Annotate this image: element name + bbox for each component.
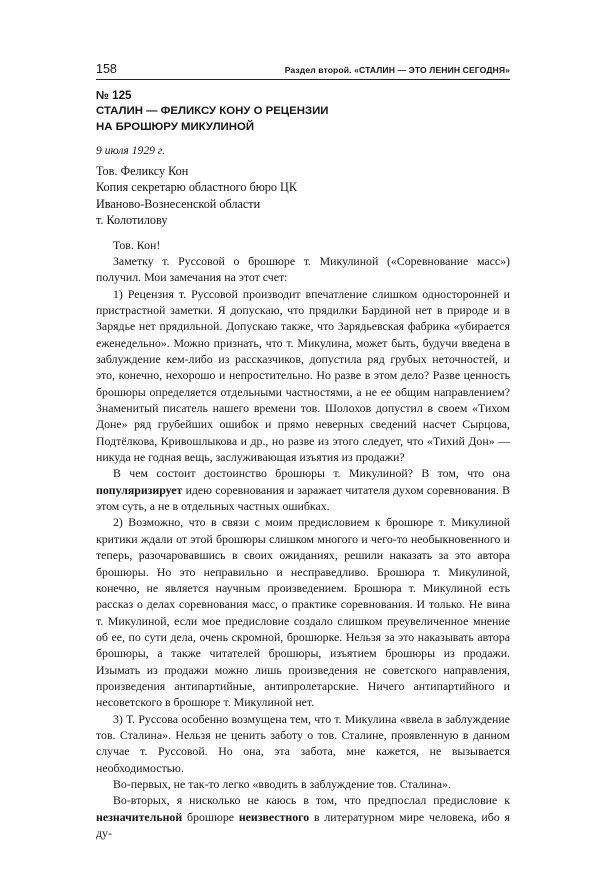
paragraph-text: Во-вторых, я нисколько не каюсь в том, что предпослал предисловие к [113,793,510,808]
paragraph-bold-text: популяризирует [96,482,183,497]
paragraph-bold-text: незначительной [96,809,183,824]
paragraph: 2) Возможно, что в связи с моим предисловием к брошюре т. Микулиной критики ждали от этой брошюры слишком многого и чего-то необыкновенного и теперь, разочаровавшись в своих ожиданиях, решили наказать за это автора брошюры. Но это неправильно и несправедливо. Брошюра т. Микулиной, конечно, не является научным произведением. Брошюра т. Микулиной есть рассказ о делах соревнования масс, о практике соревнования. И только. Не вина т. Микулиной, если мое предисловие создало слишком преувеличенное мнение об ее, по сути дела, очень скромной, брошюрке. Нельзя за это наказывать автора брошюры, а также читателей брошюры, изъятием брошюры из продажи. Изымать из продажи можно лишь произведения не советского направления, произведения антипартийные, антипролетарские. Ничего антипартийного и несоветского в брошюре т. Микулиной нет. [96,515,510,710]
section-title: Раздел второй. «СТАЛИН — ЭТО ЛЕНИН СЕГОДНЯ» [284,65,510,75]
paragraph-bold-text: неизвестного [238,809,310,824]
running-head [96,62,510,80]
paragraph [96,465,510,514]
addressee-block [96,163,510,229]
salutation: Тов. Кон! [113,237,161,252]
paragraph-text: идею соревнования и заражает читателя духом соревнования. В этом суть, а не в отдельных частных ошибках. [96,482,510,514]
letter-body [96,237,510,842]
document-heading [96,104,510,135]
paragraph: Заметку т. Руссовой о брошюре т. Микулиной («Соревнование масс») получил. Мои замечания на этот счет: [96,253,510,285]
addressee-line: т. Колотилову [96,213,168,228]
page-number: 158 [96,62,117,76]
document-heading-line: СТАЛИН — ФЕЛИКСУ КОНУ О РЕЦЕНЗИИ [96,105,329,117]
addressee-line: Копия секретарю областного бюро ЦК [96,180,297,195]
book-page [96,62,510,841]
addressee-line: Иваново-Вознесенской области [96,196,261,211]
paragraph-text: В чем состоит достоинство брошюры т. Микулиной? В том, что она [113,466,510,481]
document-number: № 125 [96,89,132,102]
paragraph [96,792,510,841]
document-date: 9 июля 1929 г. [96,144,166,157]
paragraph: 3) Т. Руссова особенно возмущена тем, что т. Микулина «ввела в заблуждение тов. Сталина». Нельзя не ценить заботу о тов. Сталине, проявленную в данном случае т. Руссовой. Но она, эта забота, мне кажется, не вызывается необходимостью. [96,711,510,775]
paragraph: Во-первых, не так-то легко «вводить в заблуждение тов. Сталина». [113,776,451,791]
paragraph-text: брошюре [182,809,239,824]
paragraph: 1) Рецензия т. Руссовой производит впечатление слишком односторонней и пристрастной заметки. Я допускаю, что прядилки Бардиной нет в природе и в Зарядье нет прядильной. Допускаю также, что Зарядьевская фабрика «убирается еженедельно». Можно признать, что т. Микулина, может быть, будучи введена в заблуждение кем-либо из рассказчиков, допустила ряд грубых неточностей, и это, конечно, нехорошо и непростительно. Но разве в этом дело? Разве ценность брошюры определяется отдельными частностями, а не ее общим направлением? Знаменитый писатель нашего времени тов. Шолохов допустил в своем «Тихом Доне» ряд грубейших ошибок и прямо неверных сведений насчет Сырцова, Подтёлкова, Кривошлыкова и др., но разве из этого следует, что «Тихий Дон» — никуда не годная вещь, заслуживающая изъятия из продажи? [96,286,510,465]
paragraph-text: в литературном мире человека, ибо я ду- [96,809,510,840]
addressee-line: Тов. Феликсу Кон [96,164,189,178]
document-heading-line: НА БРОШЮРУ МИКУЛИНОЙ [96,120,255,133]
